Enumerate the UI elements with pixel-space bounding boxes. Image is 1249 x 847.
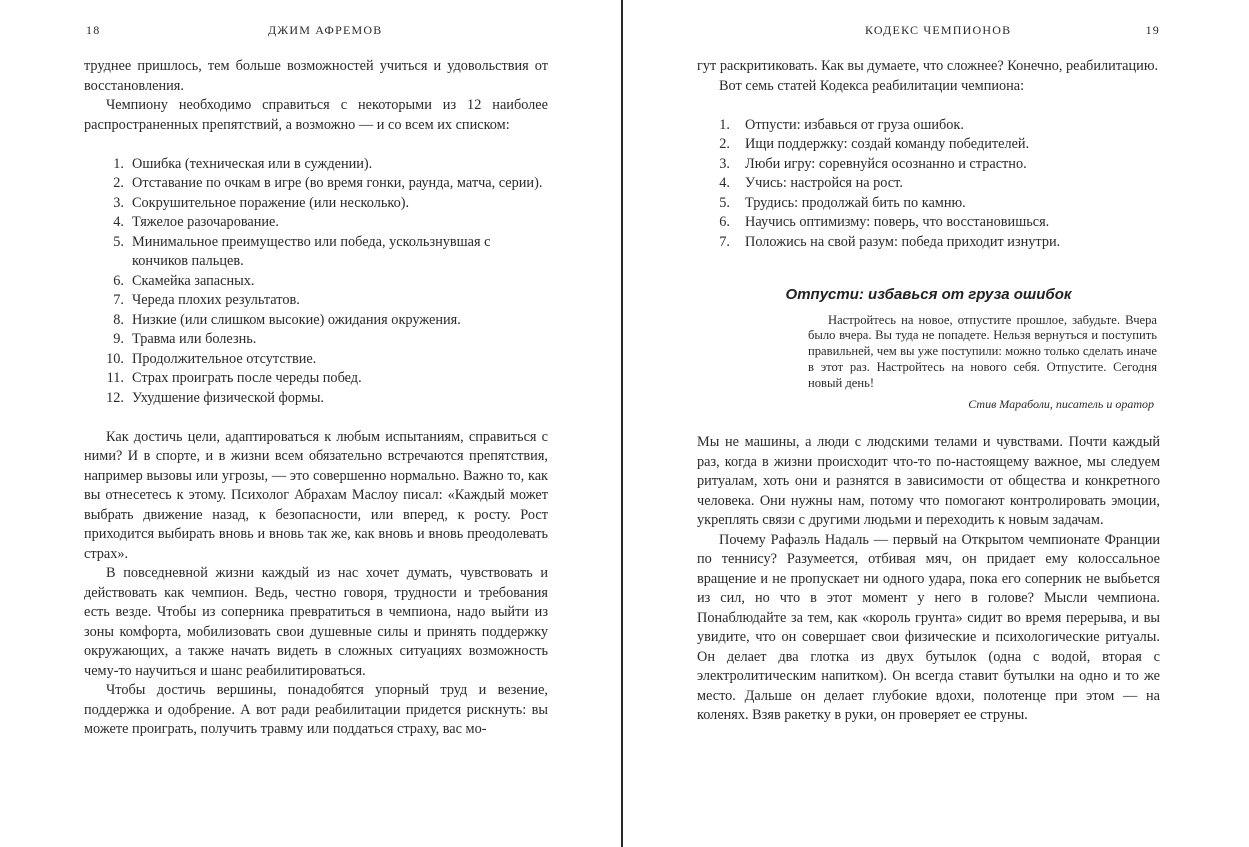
paragraph: труднее пришлось, тем больше возможностей учиться и удовольствия от восстановления. (84, 58, 548, 94)
paragraph: Мы не машины, а люди с людскими телами и чувствами. Почти каждый раз, когда в жизни происходит что-то по-настоящему важное, мы следуем ритуалам, хоть они и разнятся в зависимости от общества и конкретного человека. Они нужны нам, потому что помогают контролировать эмоции, укреплять связи с другими людьми и переходить к новым задачам. (697, 434, 1160, 529)
list-item: 4. Тяжелое разочарование. (113, 214, 279, 230)
paragraph: Чемпиону необходимо справиться с некоторыми из 12 наиболее распространенных препятствий, а возможно — и со всем их списком: (84, 97, 548, 133)
right-page (697, 0, 1160, 847)
obstacles-list (84, 155, 548, 409)
paragraph: Чтобы достичь вершины, понадобятся упорный труд и везение, поддержка и одобрение. А вот ради реабилитации придется рискнуть: вы можете проиграть, получить травму или поддаться страху, вас мо- (84, 682, 548, 737)
page-number: 19 (1145, 23, 1160, 37)
code-articles-list (697, 116, 1160, 253)
left-page-body (84, 57, 548, 740)
list-item: 7. Череда плохих результатов. (113, 292, 300, 308)
paragraph: Как достичь цели, адаптироваться к любым испытаниям, справиться с ними? И в спорте, и в жизни всем обязательно встречаются препятствия, например вызовы или угрозы, — это совершенно нормально. Важно то, как вы отнесетесь к этому. Психолог Абрахам Маслоу писал: «Каждый может выбрать движение назад, к безопасности, или вперед, к росту. Рост приходится выбирать вновь и вновь так же, как вновь и вновь преодолевать страх». (84, 428, 548, 562)
list-item: 9. Травма или болезнь. (113, 331, 257, 347)
list-item: 12. Ухудшение физической формы. (106, 389, 325, 406)
paragraph: Вот семь статей Кодекса реабилитации чемпиона: (719, 77, 1025, 94)
list-item: 1. Ошибка (техническая или в суждении). (113, 155, 373, 172)
list-item: 5. Минимальное преимущество или победа, ускользнувшая с кончиков пальцев. (113, 233, 491, 269)
left-page-header (84, 23, 548, 39)
list-item: 2. Ищи поддержку: создай команду победителей. (719, 136, 1030, 152)
list-item: 5. Трудись: продолжай бить по камню. (719, 194, 966, 211)
book-gutter-divider (621, 0, 623, 847)
list-item: 10. Продолжительное отсутствие. (106, 350, 317, 367)
running-head: КОДЕКС ЧЕМПИОНОВ (865, 23, 1012, 37)
list-item: 4. Учись: настройся на рост. (719, 175, 903, 191)
right-page-header (697, 23, 1160, 39)
list-item: 2. Отставание по очкам в игре (во время гонки, раунда, матча, серии). (113, 175, 543, 191)
list-item: 6. Скамейка запасных. (113, 272, 255, 289)
left-page (84, 0, 548, 847)
list-item: 1. Отпусти: избавься от груза ошибок. (719, 116, 964, 133)
running-head: ДЖИМ АФРЕМОВ (268, 23, 383, 37)
right-page-body (697, 57, 1160, 726)
paragraph: гут раскритиковать. Как вы думаете, что сложнее? Конечно, реабилитацию. (697, 58, 1159, 74)
list-item: 3. Сокрушительное поражение (или несколько). (113, 194, 410, 211)
list-item: 11. Страх проиграть после череды побед. (106, 370, 362, 386)
page-number: 18 (86, 23, 101, 37)
list-item: 3. Люби игру: соревнуйся осознанно и страстно. (719, 155, 1027, 172)
epigraph-text: Настройтесь на новое, отпустите прошлое, забудьте. Вчера было вчера. Вы туда не попадете. Нельзя вернуться и поступить правильней, чем вы уже поступили: можно только сделать иначе в этот раз. Настройтесь на нового себя. Отпустите. Сегодня новый день! (808, 312, 1157, 390)
list-item: 8. Низкие (или слишком высокие) ожидания окружения. (113, 311, 461, 328)
paragraph: В повседневной жизни каждый из нас хочет думать, чувствовать и действовать как чемпион. Ведь, честно говоря, трудности и требования есть везде. Чтобы из соперника превратиться в чемпиона, надо выйти из зоны комфорта, мобилизовать свои душевные силы и принять поддержку окружающих, а также начать видеть в сложных ситуациях возможность чему-то научиться и шанс реабилитироваться. (84, 565, 548, 679)
list-item: 6. Научись оптимизму: поверь, что восстановишься. (719, 214, 1050, 230)
list-item: 7. Положись на свой разум: победа приходит изнутри. (719, 233, 1061, 250)
epigraph (808, 313, 1157, 414)
paragraph: Почему Рафаэль Надаль — первый на Открытом чемпионате Франции по теннису? Разумеется, отбивая мяч, он придает ему колоссальное вращение и не пропускает ни одного удара, пока его соперник не выбьется из сил, но что в этот момент у него в голове? Мысли чемпиона. Понаблюдайте за тем, как «король грунта» сидит во время перерыва, и вы увидите, что он совершает свои физические и психологические ритуалы. Он делает два глотка из двух бутылок (одна с водой, вторая с электролитическим напитком). Он всегда ставит бутылки на одно и то же место. Дальше он делает глубокие вдохи, полотенце при этом — на коленях. Взяв ракетку в руки, он проверяет ее струны. (697, 531, 1160, 724)
section-title: Отпусти: избавься от груза ошибок (785, 286, 1072, 303)
epigraph-author: Стив Мараболи, писатель и оратор (968, 397, 1154, 412)
